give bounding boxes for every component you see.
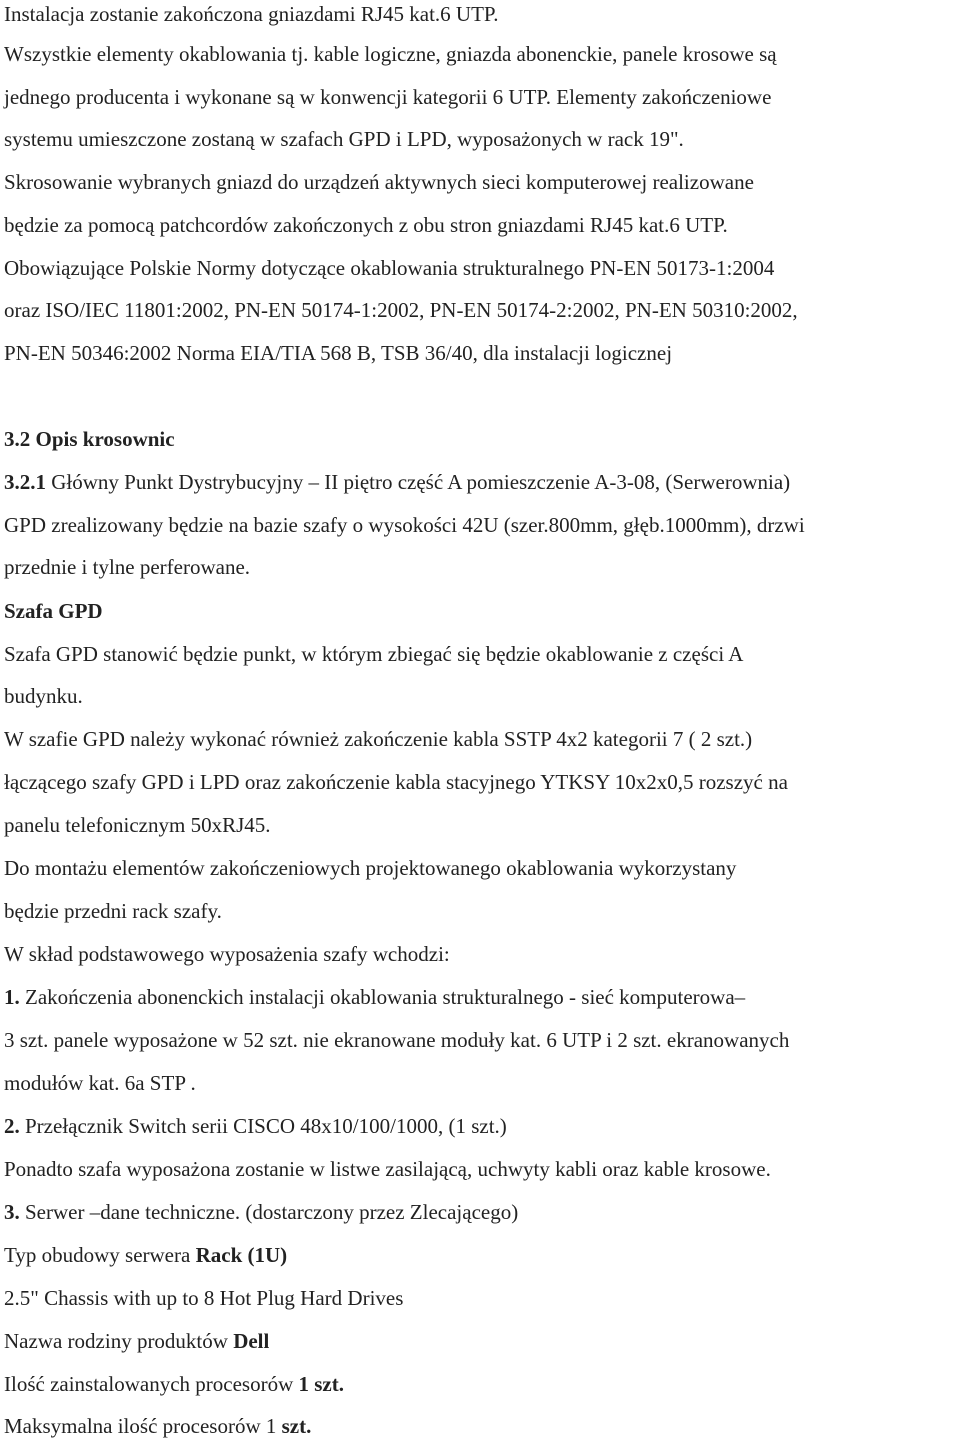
spec-cpu-count	[4, 1374, 344, 1395]
intro-line-6: będzie za pomocą patchcordów zakończonych z obu stron gniazdami RJ45 kat.6 UTP.	[4, 213, 728, 237]
spec-cpu-count-label: Ilość zainstalowanych procesorów	[4, 1372, 299, 1396]
spec-case-type-label: Typ obudowy serwera	[4, 1243, 196, 1267]
szafa-p2-line-1: W szafie GPD należy wykonać również zakończenie kabla SSTP 4x2 kategorii 7 ( 2 szt.)	[4, 727, 753, 751]
intro-line-1: Instalacja zostanie zakończona gniazdami RJ45 kat.6 UTP.	[4, 2, 499, 26]
spec-case-type-value: Rack (1U)	[195, 1243, 288, 1267]
spec-cpu-max	[4, 1416, 311, 1437]
section-heading: 3.2 Opis krosownic	[4, 427, 175, 451]
item-note: Ponadto szafa wyposażona zostanie w listwe zasilającą, uchwyty kabli oraz kable krosowe.	[4, 1157, 771, 1181]
spec-cpu-max-value: szt.	[281, 1414, 312, 1438]
intro-line-7: Obowiązujące Polskie Normy dotyczące okablowania strukturalnego PN-EN 50173-1:2004	[4, 256, 775, 280]
intro-line-2: Wszystkie elementy okablowania tj. kable logiczne, gniazda abonenckie, panele krosowe są	[4, 42, 777, 66]
szafa-p1-line-1: Szafa GPD stanowić będzie punkt, w którym zbiegać się będzie okablowanie z części A	[4, 642, 744, 666]
item-1-line-1	[4, 987, 745, 1008]
spec-chassis: 2.5" Chassis with up to 8 Hot Plug Hard Drives	[4, 1286, 404, 1310]
szafa-p3-line-1: Do montażu elementów zakończeniowych projektowanego okablowania wykorzystany	[4, 856, 737, 880]
szafa-p4: W skład podstawowego wyposażenia szafy wchodzi:	[4, 942, 450, 966]
item-1-line-3: modułów kat. 6a STP .	[4, 1071, 196, 1095]
item-1-line-2: 3 szt. panele wyposażone w 52 szt. nie ekranowane moduły kat. 6 UTP i 2 szt. ekranowanych	[4, 1028, 790, 1052]
item-3-number: 3.	[4, 1200, 20, 1224]
item-1-text: Zakończenia abonenckich instalacji okablowania strukturalnego - sieć komputerowa–	[19, 985, 746, 1009]
spec-family-label: Nazwa rodziny produktów	[4, 1329, 234, 1353]
spec-case-type	[4, 1245, 287, 1266]
intro-line-9: PN-EN 50346:2002 Norma EIA/TIA 568 B, TSB 36/40, dla instalacji logicznej	[4, 341, 673, 365]
szafa-p3-line-2: będzie przedni rack szafy.	[4, 899, 222, 923]
subsection-line-2: GPD zrealizowany będzie na bazie szafy o wysokości 42U (szer.800mm, głęb.1000mm), drzwi	[4, 513, 805, 537]
intro-line-3: jednego producenta i wykonane są w konwencji kategorii 6 UTP. Elementy zakończeniowe	[4, 85, 772, 109]
szafa-p2-line-2: łączącego szafy GPD i LPD oraz zakończenie kabla stacyjnego YTKSY 10x2x0,5 rozszyć na	[4, 770, 788, 794]
item-3-text: Serwer –dane techniczne. (dostarczony przez Zlecającego)	[19, 1200, 519, 1224]
spec-family-value: Dell	[233, 1329, 270, 1353]
subsection-number: 3.2.1	[4, 470, 46, 494]
szafa-heading: Szafa GPD	[4, 599, 103, 623]
intro-line-5: Skrosowanie wybranych gniazd do urządzeń aktywnych sieci komputerowej realizowane	[4, 170, 754, 194]
item-2	[4, 1116, 507, 1137]
spec-cpu-max-label: Maksymalna ilość procesorów 1	[4, 1414, 282, 1438]
item-1-number: 1.	[4, 985, 20, 1009]
spec-cpu-count-value: 1 szt.	[298, 1372, 344, 1396]
subsection-title-text: Główny Punkt Dystrybucyjny – II piętro część A pomieszczenie A-3-08, (Serwerownia)	[46, 470, 791, 494]
szafa-p1-line-2: budynku.	[4, 684, 83, 708]
item-2-number: 2.	[4, 1114, 20, 1138]
intro-line-4: systemu umieszczone zostaną w szafach GPD i LPD, wyposażonych w rack 19".	[4, 127, 684, 151]
spec-family	[4, 1331, 269, 1352]
item-2-text: Przełącznik Switch serii CISCO 48x10/100/1000, (1 szt.)	[19, 1114, 507, 1138]
intro-line-8: oraz ISO/IEC 11801:2002, PN-EN 50174-1:2002, PN-EN 50174-2:2002, PN-EN 50310:2002,	[4, 298, 798, 322]
szafa-p2-line-3: panelu telefonicznym 50xRJ45.	[4, 813, 271, 837]
item-3	[4, 1202, 518, 1223]
subsection-line-3: przednie i tylne perferowane.	[4, 555, 251, 579]
subsection-title	[4, 472, 790, 493]
